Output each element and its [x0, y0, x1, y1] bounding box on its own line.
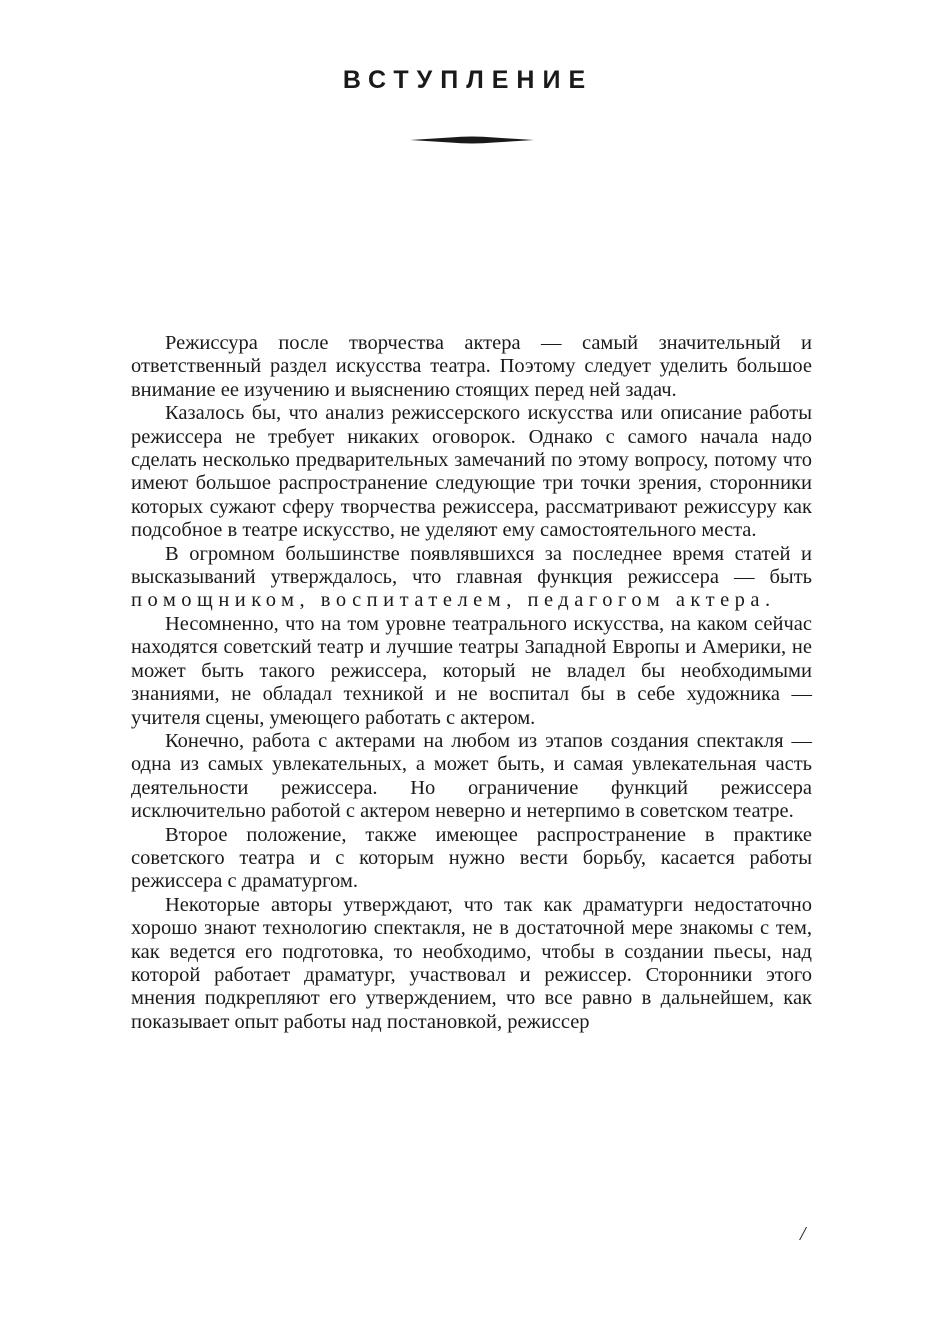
- title-ornament-rule: [410, 134, 534, 146]
- spaced-emphasis: помощником, воспитателем, педагогом актера: [131, 589, 766, 612]
- paragraph-5: Конечно, работа с актерами на любом из этапов создания спектакля — одна из самых увлекательных, а может быть, и самая увлекательная часть деятельности режиссера. Но ограничение функций режиссера исключительно работой с актером неверно и нетерпимо в советском театре.: [131, 729, 812, 823]
- chapter-title: ВСТУПЛЕНИЕ: [342, 66, 594, 94]
- body-text: [131, 332, 812, 1034]
- paragraph-6: Второе положение, также имеющее распространение в практике советского театра и с которым нужно вести борьбу, касается работы режиссера с драматургом.: [131, 823, 812, 893]
- paragraph-7: Некоторые авторы утверждают, что так как драматурги недостаточно хорошо знают технологию спектакля, не в достаточной мере знакомы с тем, как ведется его подготовка, то необходимо, чтобы в создании пьесы, над которой работает драматург, участвовал и режиссер. Сторонники этого мнения подкрепляют его утверждением, что все равно в дальнейшем, как показывает опыт работы над постановкой, режиссер: [131, 893, 812, 1033]
- paragraph-3-end: .: [765, 589, 771, 612]
- paragraph-4: Несомненно, что на том уровне театрального искусства, на каком сейчас находятся советский театр и лучшие театры Западной Европы и Америки, не может быть такого режиссера, который не владел бы необходимыми знаниями, не обладал техникой и не воспитал бы в себе художника — учителя сцены, умеющего работать с актером.: [131, 612, 812, 729]
- paragraph-3-text: В огромном большинстве появлявшихся за последнее время статей и высказываний утверждалось, что главная функция режиссера — быть: [131, 542, 812, 589]
- paragraph-1: Режиссура после творчества актера — самый значительный и ответственный раздел искусства театра. Поэтому следует уделить большое внимание ее изучению и выяснению стоящих перед ней задач.: [131, 332, 812, 401]
- paragraph-2: Казалось бы, что анализ режиссерского искусства или описание работы режиссера не требует никаких оговорок. Однако с самого начала надо сделать несколько предварительных замечаний по этому вопросу, потому что имеют большое распространение следующие три точки зрения, сторонники которых сужают сферу творчества режиссера, рассматривают режиссуру как подсобное в театре искусство, не уделяют ему самостоятельного места.: [131, 402, 812, 542]
- page-mark: /: [800, 1223, 806, 1245]
- paragraph-3: [131, 543, 812, 613]
